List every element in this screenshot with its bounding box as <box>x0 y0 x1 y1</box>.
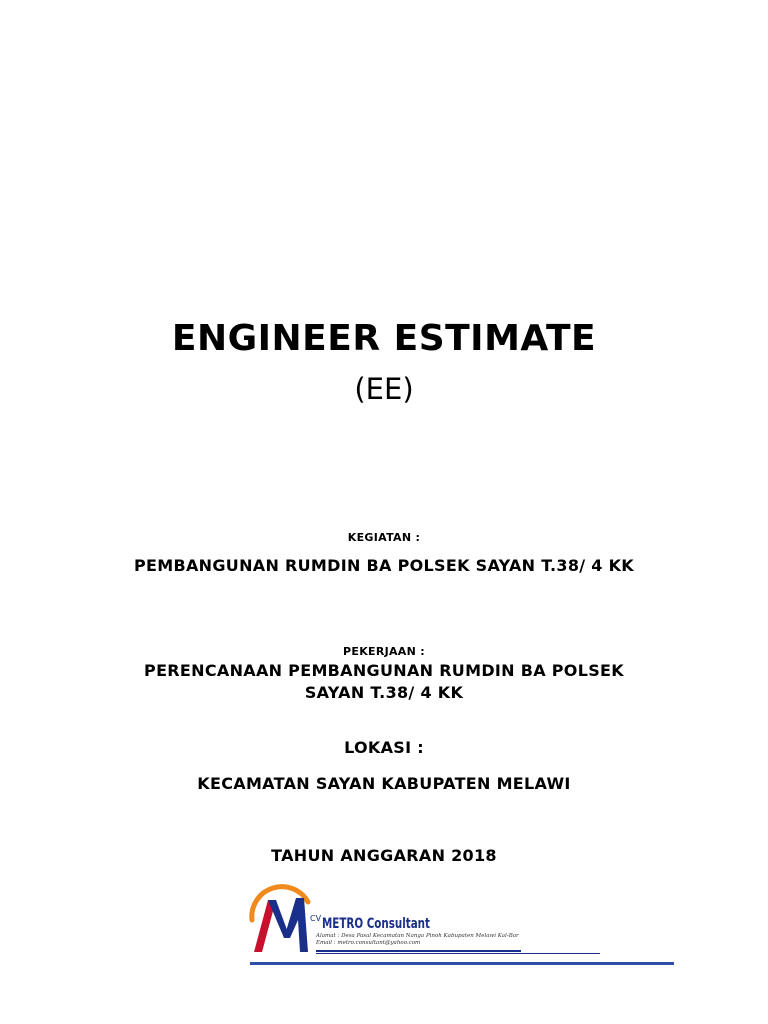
pekerjaan-value-line2: SAYAN T.38/ 4 KK <box>304 683 464 702</box>
logo-address: Alamat : Desa Pasal Kecamatan Nanga Pinoh Kabupaten Melawi Kal-Bar <box>316 933 519 939</box>
company-logo <box>246 880 676 972</box>
document-title: ENGINEER ESTIMATE <box>171 318 597 359</box>
logo-email: Email : metro.consultant@yahoo.com <box>316 940 421 946</box>
kegiatan-value: PEMBANGUNAN RUMDIN BA POLSEK SAYAN T.38/ 4 KK <box>134 556 634 575</box>
pekerjaan-value-line1: PERENCANAAN PEMBANGUNAN RUMDIN BA POLSEK <box>144 661 624 680</box>
logo-rule-mid <box>316 953 600 954</box>
logo-cv-text: CV <box>310 914 322 923</box>
logo-company-name: METRO Consultant <box>322 916 430 932</box>
footer-rule <box>250 962 674 965</box>
pekerjaan-label: PEKERJAAN : <box>343 645 425 658</box>
tahun-anggaran: TAHUN ANGGARAN 2018 <box>271 846 497 865</box>
lokasi-label: LOKASI : <box>344 738 424 757</box>
metro-logo-icon <box>246 880 314 960</box>
logo-rule-short <box>316 950 521 952</box>
document-subtitle: (EE) <box>354 372 414 406</box>
kegiatan-label: KEGIATAN : <box>347 531 421 544</box>
lokasi-value: KECAMATAN SAYAN KABUPATEN MELAWI <box>197 774 571 793</box>
pekerjaan-value <box>0 660 768 704</box>
